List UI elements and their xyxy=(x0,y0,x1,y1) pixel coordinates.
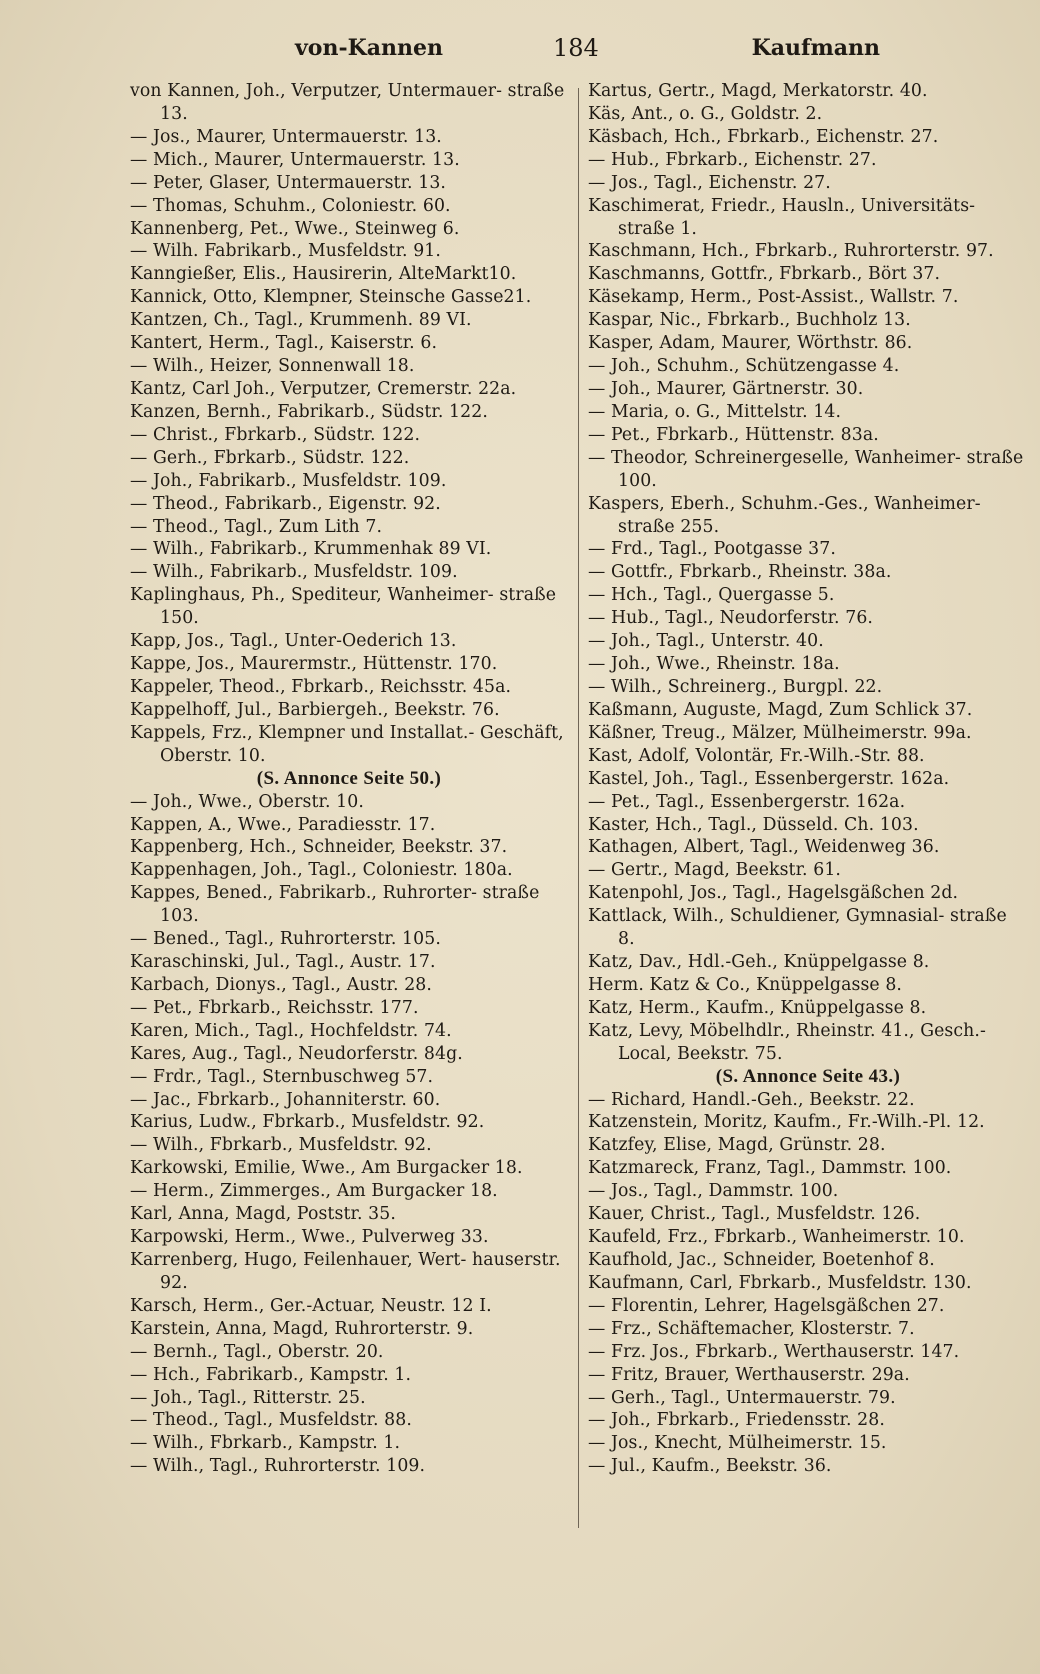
directory-entry: Katzmareck, Franz, Tagl., Dammstr. 100. xyxy=(588,1158,952,1179)
directory-entry: Kanngießer, Elis., Hausirerin, AlteMarkt10. xyxy=(130,264,517,285)
directory-entry: — Maria, o. G., Mittelstr. 14. xyxy=(588,401,842,422)
directory-entry: Karrenberg, Hugo, Feilenhauer, Wert- hauserstr. 92. xyxy=(130,1250,561,1293)
directory-entry: — Gottfr., Fbrkarb., Rheinstr. 38a. xyxy=(588,562,892,583)
directory-entry: — Wilh., Fbrkarb., Musfeldstr. 92. xyxy=(130,1135,432,1156)
directory-entry: Kappenberg, Hch., Schneider, Beekstr. 37. xyxy=(130,837,508,858)
directory-entry: Kaschmanns, Gottfr., Fbrkarb., Bört 37. xyxy=(588,264,941,285)
directory-entry: — Jos., Knecht, Mülheimerstr. 15. xyxy=(588,1433,887,1454)
directory-entry: Kastel, Joh., Tagl., Essenbergerstr. 162a. xyxy=(588,768,950,789)
directory-entry: Kathagen, Albert, Tagl., Weidenweg 36. xyxy=(588,837,940,858)
directory-entry: — Bened., Tagl., Ruhrorterstr. 105. xyxy=(130,929,441,950)
directory-entry: — Wilh. Fabrikarb., Musfeldstr. 91. xyxy=(130,241,441,262)
annonce-reference: (S. Annonce Seite 43.) xyxy=(715,1065,901,1087)
directory-entry: Käßner, Treug., Mälzer, Mülheimerstr. 99a. xyxy=(588,722,972,743)
directory-entry: — Joh., Maurer, Gärtnerstr. 30. xyxy=(588,378,864,399)
directory-entry: Kappeler, Theod., Fbrkarb., Reichsstr. 45a. xyxy=(130,676,512,697)
directory-entry: Kattlack, Wilh., Schuldiener, Gymnasial- straße 8. xyxy=(588,906,1007,950)
directory-entry: Kappels, Frz., Klempner und Installat.- Geschäft, Oberstr. 10. xyxy=(130,722,564,766)
directory-entry: Kaspers, Eberh., Schuhm.-Ges., Wanheimer- straße 255. xyxy=(588,493,981,537)
directory-entry: — Joh., Schuhm., Schützengasse 4. xyxy=(588,356,900,377)
directory-entry: Kannenberg, Pet., Wwe., Steinweg 6. xyxy=(130,218,460,239)
directory-entry: — Fritz, Brauer, Werthauserstr. 29a. xyxy=(588,1364,910,1385)
directory-entry: — Bernh., Tagl., Oberstr. 20. xyxy=(130,1341,384,1362)
directory-entry: — Theodor, Schreinergeselle, Wanheimer- straße 100. xyxy=(588,447,1024,491)
directory-entry: Kappelhoff, Jul., Barbiergeh., Beekstr. 76. xyxy=(130,699,500,720)
directory-entry: Kauer, Christ., Tagl., Musfeldstr. 126. xyxy=(588,1204,921,1225)
directory-entry: — Joh., Wwe., Oberstr. 10. xyxy=(130,791,364,812)
directory-entry: Katzenstein, Moritz, Kaufm., Fr.-Wilh.-Pl. 12. xyxy=(588,1112,985,1133)
left-column xyxy=(130,80,568,1478)
directory-entry: — Wilh., Heizer, Sonnenwall 18. xyxy=(130,356,415,377)
directory-entry: — Richard, Handl.-Geh., Beekstr. 22. xyxy=(588,1089,915,1110)
directory-entry: — Pet., Fbrkarb., Reichsstr. 177. xyxy=(130,997,419,1018)
directory-entry: Kappen, A., Wwe., Paradiesstr. 17. xyxy=(130,814,436,835)
directory-entry: Kanzen, Bernh., Fabrikarb., Südstr. 122. xyxy=(130,401,488,422)
directory-entry: — Jos., Maurer, Untermauerstr. 13. xyxy=(130,126,442,147)
header-left-catchword: von-Kannen xyxy=(295,35,443,61)
directory-entry: Karsch, Herm., Ger.-Actuar, Neustr. 12 I. xyxy=(130,1295,492,1316)
directory-entry: Karstein, Anna, Magd, Ruhrorterstr. 9. xyxy=(130,1318,474,1339)
directory-entry: Kasper, Adam, Maurer, Wörthstr. 86. xyxy=(588,333,913,354)
directory-entry: Kaufmann, Carl, Fbrkarb., Musfeldstr. 130. xyxy=(588,1272,972,1293)
directory-entry: Karpowski, Herm., Wwe., Pulverweg 33. xyxy=(130,1227,489,1248)
directory-entry: — Joh., Fbrkarb., Friedensstr. 28. xyxy=(588,1410,885,1431)
directory-entry: — Christ., Fbrkarb., Südstr. 122. xyxy=(130,424,421,445)
directory-entry: Kaufeld, Frz., Fbrkarb., Wanheimerstr. 10. xyxy=(588,1227,965,1248)
directory-entry: Kantert, Herm., Tagl., Kaiserstr. 6. xyxy=(130,333,438,354)
directory-entry: Kast, Adolf, Volontär, Fr.-Wilh.-Str. 88. xyxy=(588,745,925,766)
directory-entry: — Wilh., Fbrkarb., Kampstr. 1. xyxy=(130,1433,401,1454)
directory-entry: — Jos., Tagl., Dammstr. 100. xyxy=(588,1181,839,1202)
directory-entry: — Herm., Zimmerges., Am Burgacker 18. xyxy=(130,1181,498,1202)
page-header xyxy=(130,30,1000,70)
directory-entry: Kartus, Gertr., Magd, Merkatorstr. 40. xyxy=(588,81,928,101)
directory-entry: — Peter, Glaser, Untermauerstr. 13. xyxy=(130,172,447,193)
directory-entry: — Theod., Tagl., Musfeldstr. 88. xyxy=(130,1410,412,1431)
directory-entry: Kares, Aug., Tagl., Neudorferstr. 84g. xyxy=(130,1043,463,1064)
directory-entry: von Kannen, Joh., Verputzer, Untermauer- straße 13. xyxy=(130,81,565,124)
directory-entry: — Theod., Tagl., Zum Lith 7. xyxy=(130,516,383,537)
directory-entry: — Wilh., Schreinerg., Burgpl. 22. xyxy=(588,676,883,697)
directory-entry: Kaspar, Nic., Fbrkarb., Buchholz 13. xyxy=(588,310,911,331)
directory-entry: — Joh., Tagl., Unterstr. 40. xyxy=(588,631,824,652)
directory-entry: Katenpohl, Jos., Tagl., Hagelsgäßchen 2d. xyxy=(588,883,959,904)
directory-entry: Karbach, Dionys., Tagl., Austr. 28. xyxy=(130,974,432,995)
directory-entry: — Frz. Jos., Fbrkarb., Werthauserstr. 147. xyxy=(588,1341,960,1362)
page-number: 184 xyxy=(553,34,599,62)
directory-entry: — Wilh., Fabrikarb., Musfeldstr. 109. xyxy=(130,562,458,583)
directory-entry: — Joh., Tagl., Ritterstr. 25. xyxy=(130,1387,366,1408)
right-column xyxy=(588,80,1028,1478)
directory-entry: Karkowski, Emilie, Wwe., Am Burgacker 18. xyxy=(130,1158,523,1179)
directory-entry: Kapp, Jos., Tagl., Unter-Oederich 13. xyxy=(130,631,457,652)
directory-entry: — Gerh., Tagl., Untermauerstr. 79. xyxy=(588,1387,896,1408)
directory-entry: — Jos., Tagl., Eichenstr. 27. xyxy=(588,172,831,193)
directory-entry: Karen, Mich., Tagl., Hochfeldstr. 74. xyxy=(130,1020,452,1041)
directory-entry: Katzfey, Elise, Magd, Grünstr. 28. xyxy=(588,1135,886,1156)
directory-entry: — Theod., Fabrikarb., Eigenstr. 92. xyxy=(130,493,441,514)
header-right-catchword: Kaufmann xyxy=(751,35,880,61)
directory-entry: — Joh., Wwe., Rheinstr. 18a. xyxy=(588,654,840,675)
directory-entry: Kaplinghaus, Ph., Spediteur, Wanheimer- straße 150. xyxy=(130,585,557,629)
directory-entry: — Gerh., Fbrkarb., Südstr. 122. xyxy=(130,447,410,468)
directory-entry: Karl, Anna, Magd, Poststr. 35. xyxy=(130,1204,396,1225)
directory-entry: — Frd., Tagl., Pootgasse 37. xyxy=(588,539,836,560)
directory-entry: Katz, Levy, Möbelhdlr., Rheinstr. 41., Gesch.- Local, Beekstr. 75. xyxy=(588,1020,986,1064)
directory-entry: — Frz., Schäftemacher, Klosterstr. 7. xyxy=(588,1318,915,1339)
directory-entry: Kaster, Hch., Tagl., Düsseld. Ch. 103. xyxy=(588,814,919,835)
directory-entry: Katz, Dav., Hdl.-Geh., Knüppelgasse 8. xyxy=(588,952,930,973)
directory-entry: — Hch., Tagl., Quergasse 5. xyxy=(588,585,835,606)
directory-entry: Käsbach, Hch., Fbrkarb., Eichenstr. 27. xyxy=(588,126,939,147)
directory-entry: — Mich., Maurer, Untermauerstr. 13. xyxy=(130,149,460,170)
directory-entry: Karaschinski, Jul., Tagl., Austr. 17. xyxy=(130,952,436,973)
directory-entry: Kaschmann, Hch., Fbrkarb., Ruhrorterstr. 97. xyxy=(588,241,994,262)
directory-entry: — Wilh., Fabrikarb., Krummenhak 89 VI. xyxy=(130,539,492,560)
annonce-reference: (S. Annonce Seite 50.) xyxy=(256,767,442,789)
directory-entry: Käsekamp, Herm., Post-Assist., Wallstr. 7. xyxy=(588,287,959,308)
directory-entry: Kantzen, Ch., Tagl., Krummenh. 89 VI. xyxy=(130,310,472,331)
directory-entry: Kappes, Bened., Fabrikarb., Ruhrorter- straße 103. xyxy=(130,883,540,927)
directory-entry: Kappenhagen, Joh., Tagl., Coloniestr. 180a. xyxy=(130,860,513,881)
directory-entry: — Joh., Fabrikarb., Musfeldstr. 109. xyxy=(130,470,447,491)
directory-entry: Herm. Katz & Co., Knüppelgasse 8. xyxy=(588,974,903,995)
directory-entry: Kaßmann, Auguste, Magd, Zum Schlick 37. xyxy=(588,699,973,720)
directory-entry: — Hch., Fabrikarb., Kampstr. 1. xyxy=(130,1364,412,1385)
directory-entry: — Jac., Fbrkarb., Johanniterstr. 60. xyxy=(130,1089,441,1110)
directory-entry: — Hub., Fbrkarb., Eichenstr. 27. xyxy=(588,149,877,170)
directory-entry: — Gertr., Magd, Beekstr. 61. xyxy=(588,860,842,881)
directory-entry: Käs, Ant., o. G., Goldstr. 2. xyxy=(588,103,823,124)
directory-entry: Katz, Herm., Kaufm., Knüppelgasse 8. xyxy=(588,997,927,1018)
column-divider xyxy=(578,88,579,1528)
directory-entry: Karius, Ludw., Fbrkarb., Musfeldstr. 92. xyxy=(130,1112,485,1133)
directory-entry: — Pet., Fbrkarb., Hüttenstr. 83a. xyxy=(588,424,879,445)
directory-entry: Kappe, Jos., Maurermstr., Hüttenstr. 170. xyxy=(130,654,498,675)
directory-entry: — Hub., Tagl., Neudorferstr. 76. xyxy=(588,608,874,629)
directory-entry: — Frdr., Tagl., Sternbuschweg 57. xyxy=(130,1066,434,1087)
directory-entry: — Pet., Tagl., Essenbergerstr. 162a. xyxy=(588,791,906,812)
directory-entry: — Wilh., Tagl., Ruhrorterstr. 109. xyxy=(130,1456,426,1477)
directory-entry: Kaschimerat, Friedr., Hausln., Universitäts- straße 1. xyxy=(588,195,976,239)
directory-entry: — Florentin, Lehrer, Hagelsgäßchen 27. xyxy=(588,1295,945,1316)
directory-entry: — Jul., Kaufm., Beekstr. 36. xyxy=(588,1456,832,1477)
directory-entry: Kantz, Carl Joh., Verputzer, Cremerstr. 22a. xyxy=(130,378,517,399)
directory-entry: Kaufhold, Jac., Schneider, Boetenhof 8. xyxy=(588,1250,935,1271)
directory-entry: Kannick, Otto, Klempner, Steinsche Gasse21. xyxy=(130,287,532,308)
directory-entry: — Thomas, Schuhm., Coloniestr. 60. xyxy=(130,195,451,216)
